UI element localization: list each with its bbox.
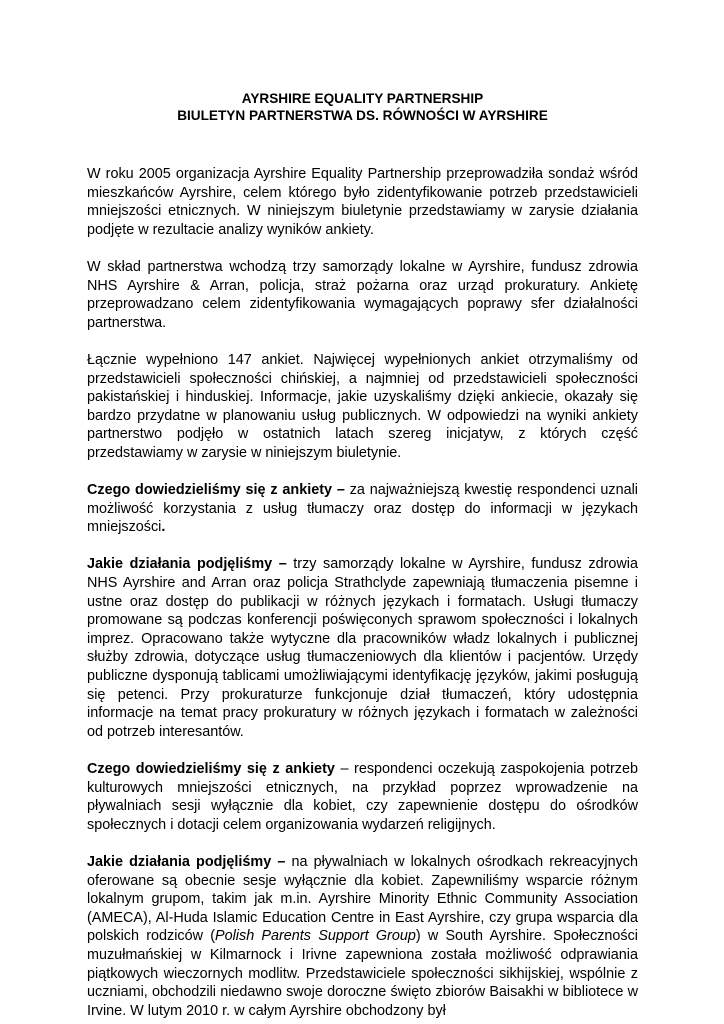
paragraph-action-interpreters [87, 555, 638, 741]
finding-text: – respondenci oczekują zaspokojenia potrzeb kulturowych mniejszości etnicznych, na przykład poprzez wprowadzenie na pływalniach sesji wyłącznie dla kobiet, czy zapewnienie dostępu do ośrodków społecznych i dotacji celem organizowania wydarzeń religijnych. [87, 761, 638, 833]
document-page [87, 0, 638, 1020]
title-line-1: AYRSHIRE EQUALITY PARTNERSHIP [241, 91, 484, 106]
finding-text: za najważniejszą kwestię respondenci uznali możliwość korzystania z usług tłumaczy oraz dostęp do informacji w językach mniejszości [87, 482, 638, 536]
action-text: na pływalniach w lokalnych ośrodkach rekreacyjnych oferowane są obecnie sesje wyłącznie dla kobiet. Zapewniliśmy wsparcie różnym lokalnym grupom, takim jak m.in. Ayrshire Minority Ethnic Community Association (AMECA), Al-Huda Islamic Education Centre in East Ayrshire, czy grupa wsparcia dla polskich rodziców ( [87, 853, 638, 945]
paragraph-action-culture [87, 853, 638, 1020]
group-name-italic: Polish Parents Support Group [215, 928, 416, 945]
paragraph-intro: W roku 2005 organizacja Ayrshire Equality Partnership przeprowadziła sondaż wśród mieszkańców Ayrshire, celem którego było zidentyfikowanie potrzeb przedstawicieli mniejszości etnicznych. W niniejszym biuletynie przedstawiamy w zarysie działania podjęte w rezultacie analizy wyników ankiety. [87, 166, 638, 238]
paragraph-finding-interpreters [87, 481, 638, 537]
paragraph-finding-culture [87, 760, 638, 834]
paragraph-survey-results: Łącznie wypełniono 147 ankiet. Najwięcej wypełnionych ankiet otrzymaliśmy od przedstawicieli społeczności chińskiej, a najmniej od przedstawicieli społeczności pakistańskiej i hinduskiej. Informacje, jakie uzyskaliśmy dzięki ankiecie, okazały się bardzo przydatne w planowaniu usług publicznych. W odpowiedzi na wyniki ankiety partnerstwo podjęło w ostatnich latach szereg inicjatyw, z których część przedstawiamy w zarysie w niniejszym biuletynie. [87, 351, 638, 461]
action-text-continued: ) w South Ayrshire. Społeczności muzułmańskiej w Kilmarnock i Irivne zapewniona została możliwość odprawiania piątkowych wieczornych modlitw. Przedstawiciele społeczności sikhijskiej, wspólnie z uczniami, obchodzili niedawno swoje doroczne święto zbiorów Baisakhi w bibliotece w Irvine. W lutym 2010 r. w całym Ayrshire obchodzony był [87, 928, 639, 1019]
title-line-2: BIULETYN PARTNERSTWA DS. RÓWNOŚCI W AYRSHIRE [177, 108, 548, 123]
finding-heading: Czego dowiedzieliśmy się z ankiety – [87, 482, 345, 499]
finding-heading: Czego dowiedzieliśmy się z ankiety [87, 761, 335, 777]
finding-end-period: . [161, 519, 166, 536]
paragraph-partnership: W skład partnerstwa wchodzą trzy samorządy lokalne w Ayrshire, fundusz zdrowia NHS Ayrshire & Arran, policja, straż pożarna oraz urząd prokuratury. Ankietę przeprowadzano celem zidentyfikowania wymagających poprawy sfer działalności partnerstwa. [87, 258, 638, 331]
action-text: trzy samorządy lokalne w Ayrshire, fundusz zdrowia NHS Ayrshire and Arran oraz policja Strathclyde zapewniają tłumaczenia pisemne i ustne oraz dostęp do publikacji w różnych językach i formatach. Usługi tłumaczy promowane są podczas konferencji poświęconych sprawom społeczności i lokalnych imprez. Opracowano także wytyczne dla pracowników władz lokalnych i publicznej służby zdrowia, dotyczące usług tłumaczeniowych dla klientów i pacjentów. Urzędy publiczne dysponują tablicami umożliwiającymi identyfikację języków, jakimi posługują się petenci. Przy prokuraturze funkcjonuje dział tłumaczeń, który udostępnia informacje na temat pracy prokuratury w różnych językach i formatach w zależności od potrzeb interesantów. [87, 556, 638, 740]
action-heading: Jakie działania podjęliśmy – [87, 853, 286, 870]
action-heading: Jakie działania podjęliśmy – [87, 556, 287, 573]
